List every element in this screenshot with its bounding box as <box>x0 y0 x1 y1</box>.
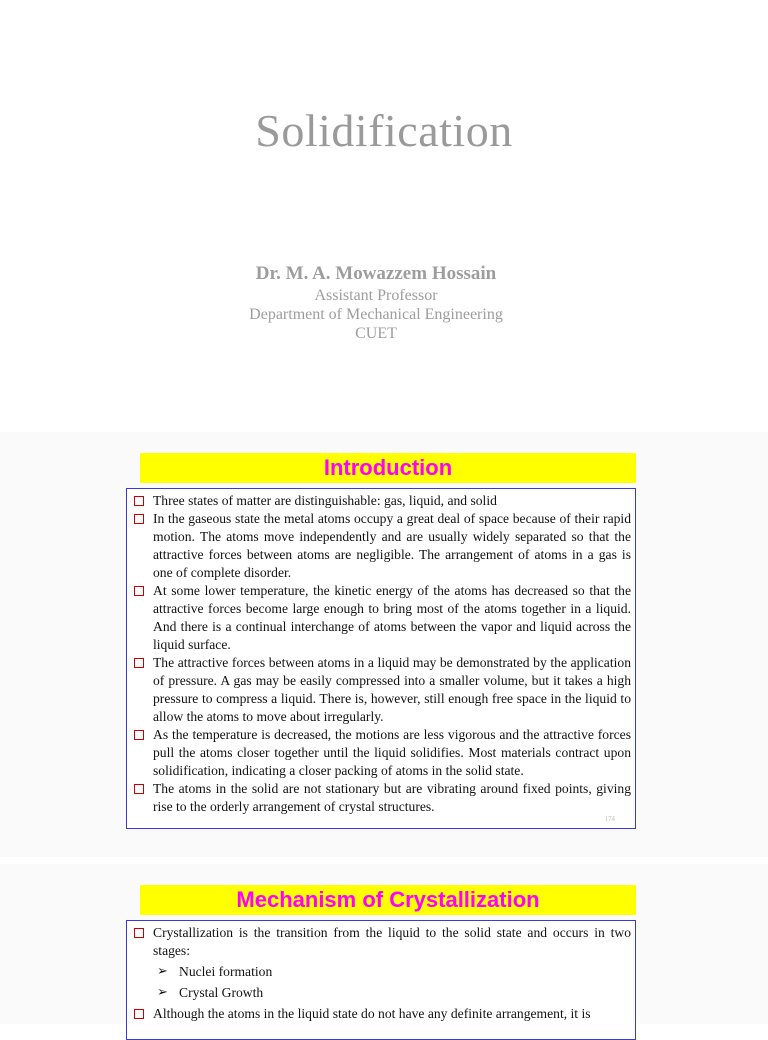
bullet-text: Three states of matter are distinguishable: gas, liquid, and solid <box>153 493 497 508</box>
introduction-content-box <box>126 488 636 829</box>
author-institution: CUET <box>355 325 397 342</box>
bullet-text: Although the atoms in the liquid state do not have any definite arrangement, it is <box>153 1006 591 1021</box>
square-bullet-icon <box>134 784 144 794</box>
crystallization-heading: Mechanism of Crystallization <box>140 885 636 915</box>
square-bullet-icon <box>134 730 144 740</box>
arrowhead-icon: ➢ <box>157 985 168 1000</box>
author-name: Dr. M. A. Mowazzem Hossain <box>255 263 497 284</box>
introduction-heading: Introduction <box>140 453 636 483</box>
bullet-text: The attractive forces between atoms in a liquid may be demonstrated by the application of pressure. A gas may be easily compressed into a smaller volume, but it takes a high pressure to compress a liquid. There is, however, still enough free space in the liquid to allow the atoms to move about irregularly. <box>153 655 631 724</box>
list-item <box>131 726 631 780</box>
author-position: Assistant Professor <box>314 287 438 304</box>
square-bullet-icon <box>134 1009 144 1019</box>
square-bullet-icon <box>134 586 144 596</box>
list-item <box>131 924 631 960</box>
title-slide <box>0 0 768 430</box>
square-bullet-icon <box>134 496 144 506</box>
presentation-title: Solidification <box>255 105 513 156</box>
list-item <box>131 1005 631 1023</box>
crystallization-slide <box>0 864 768 1024</box>
list-item <box>131 780 631 816</box>
bullet-text: The atoms in the solid are not stationary but are vibrating around fixed points, giving rise to the orderly arrangement of crystal structures. <box>153 781 631 814</box>
page-number: 174 <box>604 815 615 823</box>
bullet-text: Crystallization is the transition from the liquid to the solid state and occurs in two stages: <box>153 925 631 958</box>
author-department: Department of Mechanical Engineering <box>249 306 503 323</box>
sub-bullet-text: Nuclei formation <box>179 964 273 979</box>
list-item <box>131 654 631 726</box>
crystallization-content-box <box>126 920 636 1040</box>
square-bullet-icon <box>134 658 144 668</box>
square-bullet-icon <box>134 514 144 524</box>
square-bullet-icon <box>134 928 144 938</box>
arrowhead-icon: ➢ <box>157 964 168 979</box>
sub-list-item <box>131 963 631 981</box>
introduction-slide <box>0 432 768 857</box>
list-item <box>131 582 631 654</box>
list-item <box>131 510 631 582</box>
bullet-text: As the temperature is decreased, the motions are less vigorous and the attractive forces pull the atoms closer together until the liquid solidifies. Most materials contract upon solidification, indicating a closer packing of atoms in the solid state. <box>153 727 631 778</box>
bullet-text: In the gaseous state the metal atoms occupy a great deal of space because of their rapid motion. The atoms move independently and are usually widely separated so that the attractive forces between atoms are negligible. The arrangement of atoms in a gas is one of complete disorder. <box>153 511 631 580</box>
sub-bullet-text: Crystal Growth <box>179 985 264 1000</box>
bullet-text: At some lower temperature, the kinetic energy of the atoms has decreased so that the attractive forces become large enough to bring most of the atoms together in a liquid. And there is a continual interchange of atoms between the vapor and liquid across the liquid surface. <box>153 583 631 652</box>
sub-list-item <box>131 984 631 1002</box>
author-block <box>0 262 752 343</box>
list-item <box>131 492 631 510</box>
